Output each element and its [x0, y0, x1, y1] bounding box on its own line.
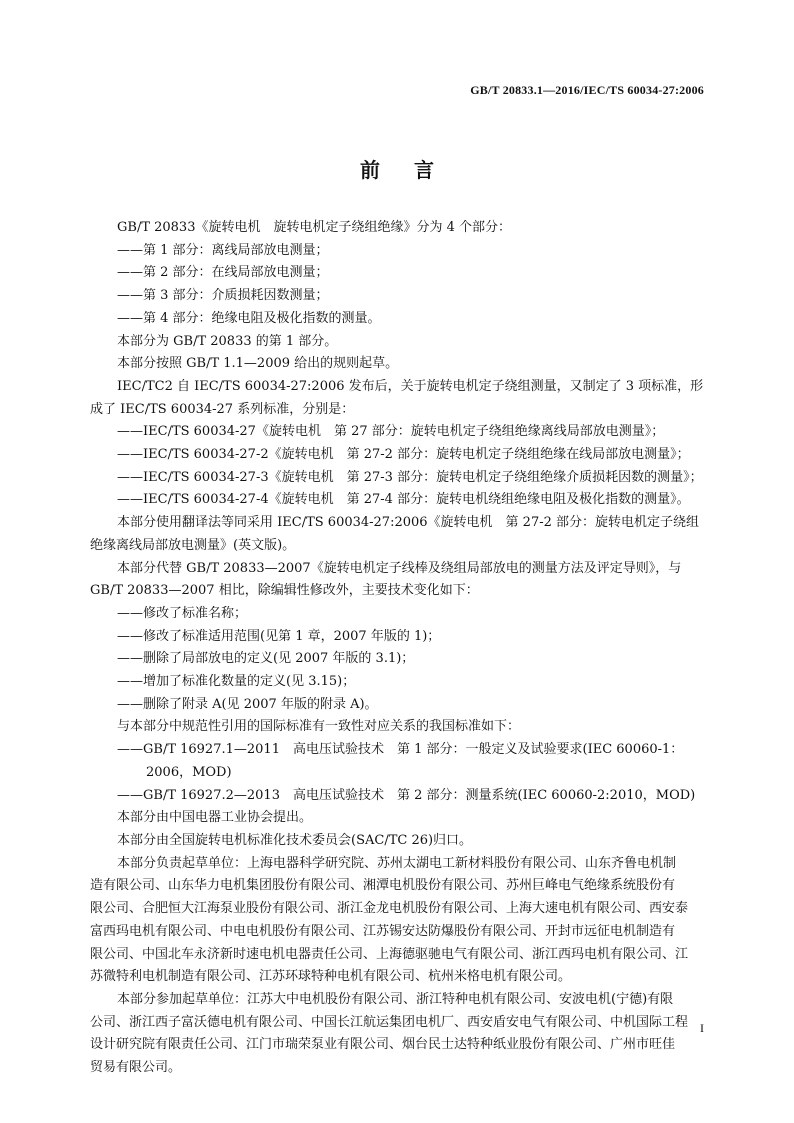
text-line: ——修改了标准名称；	[117, 605, 248, 621]
text-line: 本部分负责起草单位：上海电器科学研究院、苏州太湖电工新材料股份有限公司、山东齐鲁电机制	[117, 855, 677, 871]
text-line: ——IEC/TS 60034-27-3《旋转电机 第 27-3 部分：旋转电机定子绕组绝缘介质损耗因数的测量》；	[117, 469, 703, 485]
text-line: ——删除了局部放电的定义(见 2007 年版的 3.1)；	[117, 651, 415, 667]
text-line: 2006，MOD)	[146, 764, 232, 780]
text-line: ——第 2 部分：在线局部放电测量；	[117, 265, 329, 281]
text-line: ——GB/T 16927.1—2011 高电压试验技术 第 1 部分：一般定义及试验要求(IEC 60060-1：	[117, 742, 684, 758]
text-line: ——IEC/TS 60034-27-4《旋转电机 第 27-4 部分：旋转电机绕组绝缘电阻及极化指数的测量》。	[117, 492, 690, 508]
text-line: 绝缘离线局部放电测量》(英文版)。	[90, 537, 296, 553]
text-line: ——修改了标准适用范围(见第 1 章，2007 年版的 1)；	[117, 628, 441, 644]
text-line: 设计研究院有限责任公司、江门市瑞荣泵业有限公司、烟台民士达特种纸业股份有限公司、广州市旺佳	[90, 1037, 676, 1053]
foreword-body	[90, 217, 704, 1080]
text-line: 成了 IEC/TS 60034-27 系列标准，分别是：	[90, 401, 355, 417]
page-title: 前言	[360, 158, 468, 182]
text-line: ——第 1 部分：离线局部放电测量；	[117, 242, 329, 258]
standard-number: GB/T 20833.1—2016/IEC/TS 60034-27:2006	[470, 83, 704, 97]
text-line: 本部分为 GB/T 20833 的第 1 部分。	[117, 333, 338, 349]
page-number: I	[700, 1021, 704, 1035]
text-line: ——删除了附录 A(见 2007 年版的附录 A)。	[117, 696, 378, 712]
text-line: ——第 3 部分：介质损耗因数测量；	[117, 288, 329, 304]
text-line: 本部分由全国旋转电机标准化技术委员会(SAC/TC 26)归口。	[117, 832, 473, 848]
text-line: 本部分代替 GB/T 20833—2007《旋转电机定子线棒及绕组局部放电的测量方法及评定导则》，与	[117, 560, 682, 576]
text-line: ——增加了标准化数量的定义(见 3.15)；	[117, 674, 356, 690]
text-line: 造有限公司、山东华力电机集团股份有限公司、湘潭电机股份有限公司、苏州巨峰电气绝缘系统股份有	[90, 878, 676, 894]
text-line: 本部分使用翻译法等同采用 IEC/TS 60034-27:2006《旋转电机 第 27-2 部分：旋转电机定子绕组	[117, 515, 700, 531]
text-line: GB/T 20833《旋转电机 旋转电机定子绕组绝缘》分为 4 个部分：	[117, 220, 512, 235]
text-line: ——GB/T 16927.2—2013 高电压试验技术 第 2 部分：测量系统(IEC 60060-2:2010，MOD)	[117, 787, 696, 803]
text-line: GB/T 20833—2007 相比，除编辑性修改外，主要技术变化如下：	[90, 583, 479, 599]
text-line: 富西玛电机有限公司、中电电机股份有限公司、江苏锡安达防爆股份有限公司、开封市远征电机制造有	[90, 923, 676, 939]
text-line: ——IEC/TS 60034-27《旋转电机 第 27 部分：旋转电机定子绕组绝缘离线局部放电测量》；	[117, 424, 665, 440]
text-line: 贸易有限公司。	[90, 1060, 182, 1076]
text-line: 公司、浙江西子富沃德电机有限公司、中国长江航运集团电机厂、西安盾安电气有限公司、中机国际工程	[90, 1014, 689, 1030]
text-line: 本部分由中国电器工业协会提出。	[117, 810, 313, 826]
text-line: 限公司、中国北车永济新时速电机电器责任公司、上海德驱驰电气有限公司、浙江西玛电机有限公司、江	[90, 946, 689, 962]
text-line: 苏微特利电机制造有限公司、江苏环球特种电机有限公司、杭州米格电机有限公司。	[90, 969, 572, 985]
text-line: 本部分参加起草单位：江苏大中电机股份有限公司、浙江特种电机有限公司、安波电机(宁德)有限	[117, 991, 674, 1007]
text-line: 本部分按照 GB/T 1.1—2009 给出的规则起草。	[117, 356, 399, 372]
text-line: IEC/TC2 自 IEC/TS 60034-27:2006 发布后，关于旋转电机定子绕组测量，又制定了 3 项标准，形	[117, 378, 704, 394]
text-line: 限公司、合肥恒大江海泵业股份有限公司、浙江金龙电机股份有限公司、上海大速电机有限公司、西安泰	[90, 901, 689, 917]
text-line: 与本部分中规范性引用的国际标准有一致性对应关系的我国标准如下：	[117, 719, 521, 735]
text-line: ——IEC/TS 60034-27-2《旋转电机 第 27-2 部分：旋转电机定子绕组绝缘在线局部放电测量》；	[117, 447, 690, 463]
text-line: ——第 4 部分：绝缘电阻及极化指数的测量。	[117, 310, 381, 326]
